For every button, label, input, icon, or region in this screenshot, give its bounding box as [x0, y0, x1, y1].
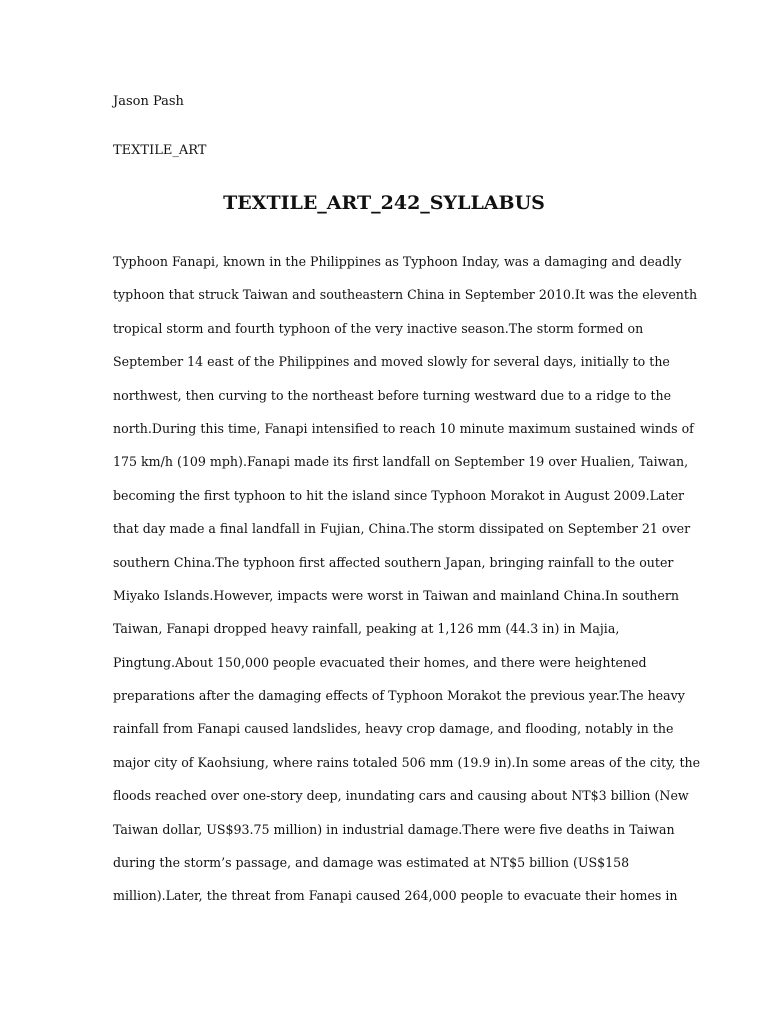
- body-line: southern China.The typhoon first affected southern Japan, bringing rainfall to the outer: [113, 554, 674, 570]
- body-line: Typhoon Fanapi, known in the Philippines as Typhoon Inday, was a damaging and deadly: [113, 254, 682, 269]
- body-paragraph: [113, 251, 701, 919]
- body-line: preparations after the damaging effects of Typhoon Morakot the previous year.The heavy: [113, 688, 685, 704]
- body-line: north.During this time, Fanapi intensified to reach 10 minute maximum sustained winds of: [113, 420, 694, 436]
- body-line: tropical storm and fourth typhoon of the very inactive season.The storm formed on: [113, 320, 644, 336]
- body-line: typhoon that struck Taiwan and southeastern China in September 2010.It was the eleventh: [113, 287, 698, 303]
- body-line: that day made a final landfall in Fujian, China.The storm dissipated on September 21 over: [113, 521, 691, 537]
- body-line: during the storm’s passage, and damage was estimated at NT$5 billion (US$158: [113, 855, 630, 871]
- body-line: million).Later, the threat from Fanapi caused 264,000 people to evacuate their homes in: [113, 888, 678, 904]
- body-line: Miyako Islands.However, impacts were worst in Taiwan and mainland China.In southern: [113, 587, 680, 603]
- document-title: TEXTILE_ART_242_SYLLABUS: [223, 192, 545, 214]
- body-line: northwest, then curving to the northeast before turning westward due to a ridge to the: [113, 387, 672, 403]
- body-line: rainfall from Fanapi caused landslides, heavy crop damage, and flooding, notably in the: [113, 721, 674, 737]
- body-line: major city of Kaohsiung, where rains totaled 506 mm (19.9 in).In some areas of the city, the: [113, 754, 701, 770]
- author-name: Jason Pash: [113, 94, 184, 109]
- body-line: becoming the first typhoon to hit the island since Typhoon Morakot in August 2009.Later: [113, 487, 685, 503]
- body-line: Taiwan dollar, US$93.75 million) in industrial damage.There were five deaths in Taiwan: [113, 821, 675, 837]
- body-line: September 14 east of the Philippines and moved slowly for several days, initially to the: [113, 354, 670, 370]
- body-line: 175 km/h (109 mph).Fanapi made its first landfall on September 19 over Hualien, Taiwan,: [113, 454, 689, 470]
- course-name: TEXTILE_ART: [113, 143, 207, 158]
- body-line: floods reached over one-story deep, inundating cars and causing about NT$3 billion (New: [113, 788, 689, 804]
- body-line: Pingtung.About 150,000 people evacuated their homes, and there were heightened: [113, 654, 647, 670]
- body-line: Taiwan, Fanapi dropped heavy rainfall, peaking at 1,126 mm (44.3 in) in Majia,: [113, 621, 620, 637]
